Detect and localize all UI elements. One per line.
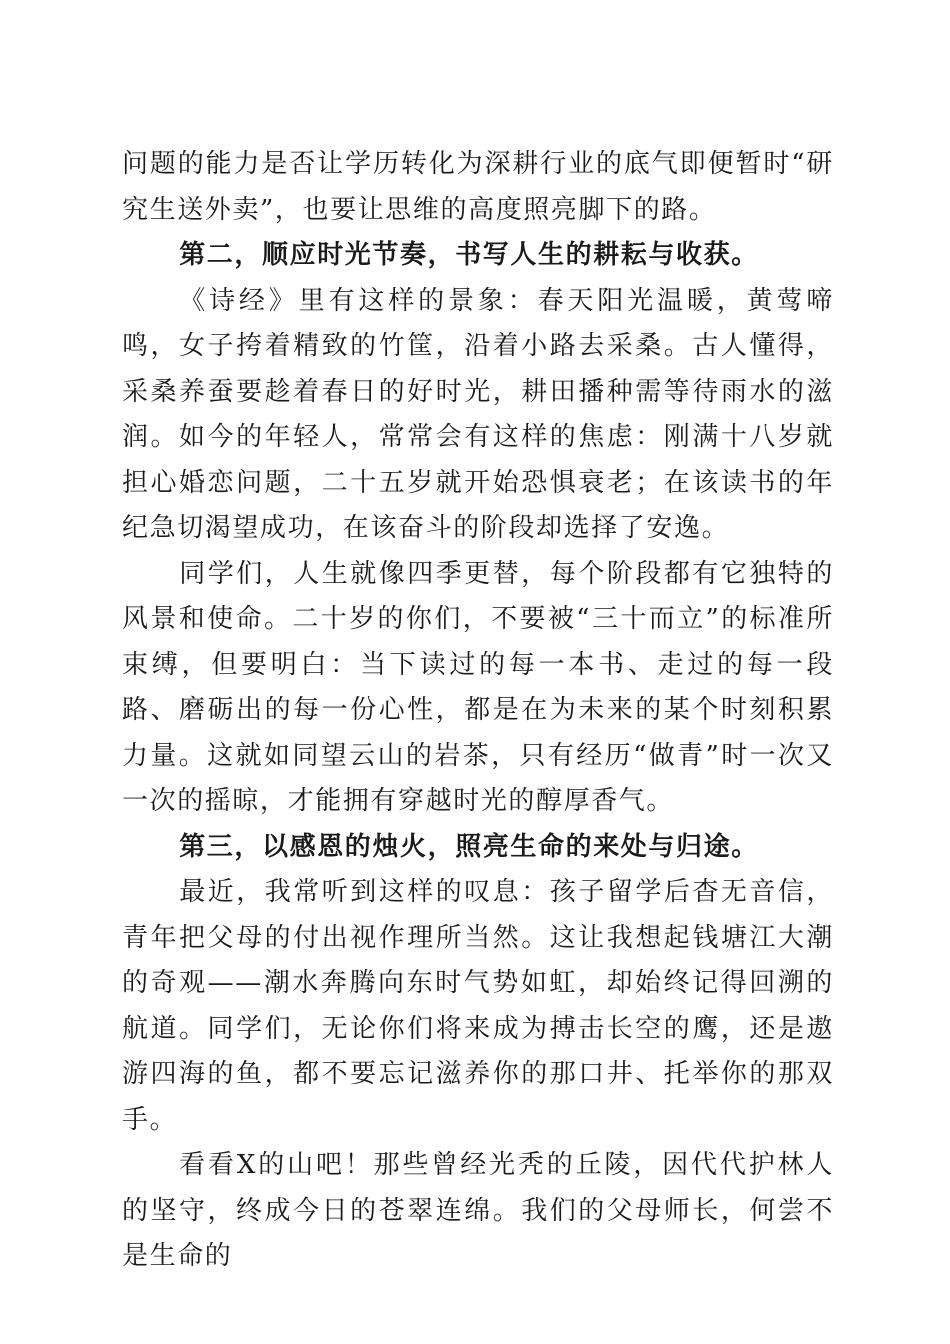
- document-body: [122, 142, 834, 1280]
- section-heading-third: 第三，以感恩的烛火，照亮生命的来处与归途。: [179, 831, 759, 862]
- section-heading-second: 第二，顺应时光节奏，书写人生的耕耘与收获。: [179, 240, 759, 270]
- paragraph-qiantang-tide: 最近，我常听到这样的叹息：孩子留学后杳无音信，青年把父母的付出视作理所当然。这让我想起钱塘江大潮的奇观——潮水奔腾向东时气势如虹，却始终记得回溯的航道。同学们，无论你们将来成为搏击长空的鹰，还是遨游四海的鱼，都不要忘记滋养你的那口井、托举你的那双手。: [122, 877, 834, 1135]
- paragraph-mountains: 看看X的山吧！那些曾经光秃的丘陵，因代代护林人的坚守，终成今日的苍翠连绵。我们的父母师长，何尝不是生命的: [122, 1150, 834, 1271]
- paragraph-shijing: 《诗经》里有这样的景象：春天阳光温暖，黄莺啼鸣，女子挎着精致的竹筐，沿着小路去采桑。古人懂得，采桑养蚕要趁着春日的好时光，耕田播种需等待雨水的滋润。如今的年轻人，常常会有这样的焦虑：刚满十八岁就担心婚恋问题，二十五岁就开始恐惧衰老；在该读书的年纪急切渴望成功，在该奋斗的阶段却选择了安逸。: [122, 285, 834, 543]
- paragraph-continuation: 问题的能力是否让学历转化为深耕行业的底气即便暂时“研究生送外卖”，也要让思维的高度照亮脚下的路。: [122, 149, 834, 225]
- paragraph-four-seasons: 同学们，人生就像四季更替，每个阶段都有它独特的风景和使命。二十岁的你们，不要被“三十而立”的标准所束缚，但要明白：当下读过的每一本书、走过的每一段路、磨砺出的每一份心性，都是在为未来的某个时刻积累力量。这就如同望云山的岩茶，只有经历“做青”时一次又一次的摇晾，才能拥有穿越时光的醇厚香气。: [122, 558, 834, 816]
